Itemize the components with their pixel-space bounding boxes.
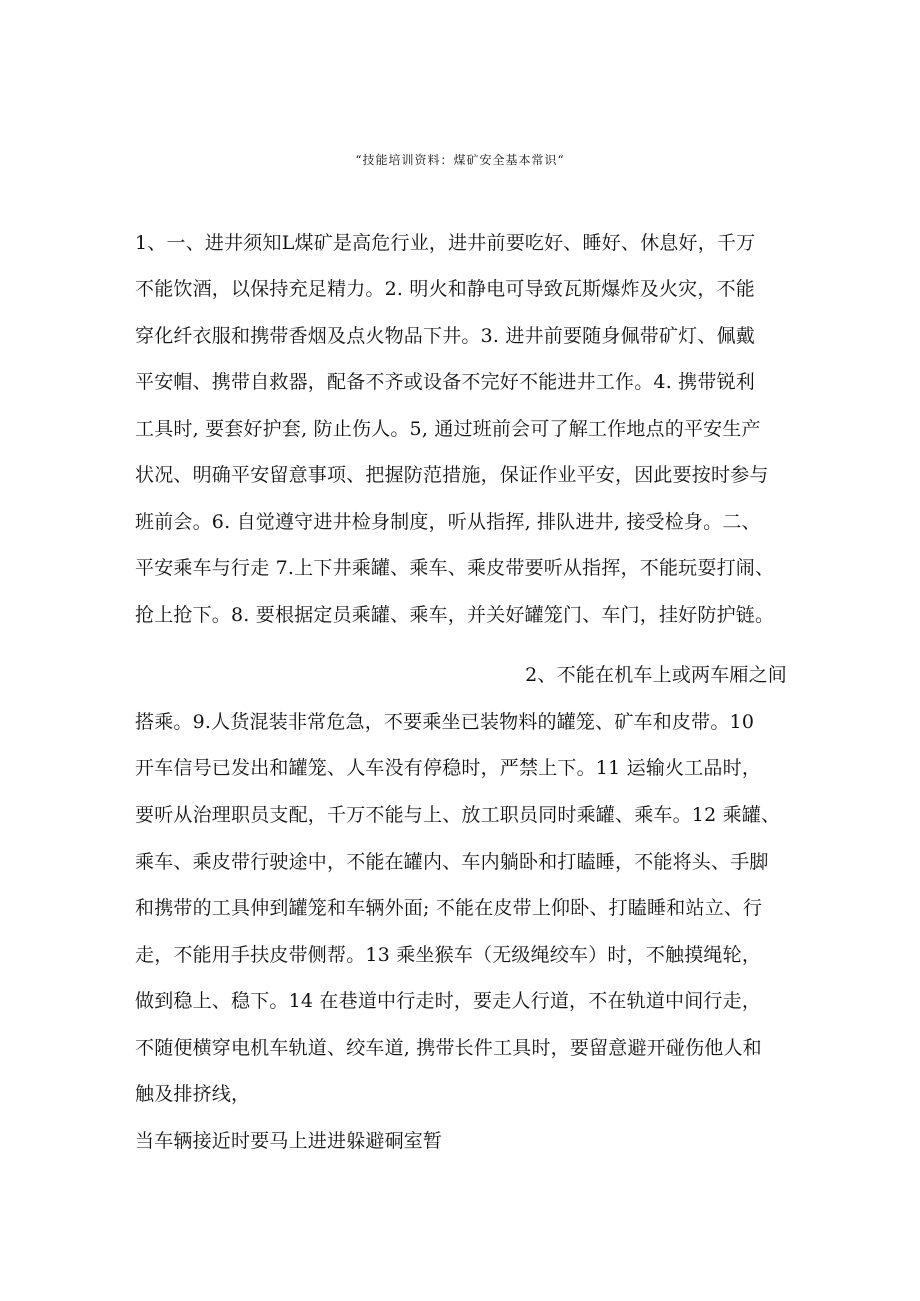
body-line-15: 和携带的工具伸到罐笼和车辆外面; 不能在皮带上仰卧、打瞌睡和站立、行: [135, 897, 763, 919]
body-line-10: 2、不能在机车上或两车厢之间: [525, 664, 787, 686]
body-line-20: 当车辆接近时要马上进进躲避硐室暂: [135, 1130, 443, 1152]
document-title: “技能培训资料：煤矿安全基本常识“: [355, 153, 565, 167]
body-line-5: 工具时, 要套好护套, 防止伤人。5, 通过班前会可了解工作地点的平安生产: [135, 418, 761, 440]
body-line-4: 平安帽、携带自救器，配备不齐或设备不完好不能进井工作。4. 携带锐利: [135, 371, 755, 393]
body-line-2: 不能饮酒，以保持充足精力。2. 明火和静电可导致瓦斯爆炸及火灾，不能: [135, 278, 755, 300]
body-line-7: 班前会。6. 自觉遵守进井检身制度，听从指挥, 排队进井, 接受检身。二、: [135, 511, 761, 533]
body-line-13: 要听从治理职员支配，千万不能与上、放工职员同时乘罐、乘车。12 乘罐、: [135, 804, 781, 826]
body-line-1: 1、一、进井须知L煤矿是高危行业，进井前要吃好、睡好、休息好，千万: [135, 232, 756, 254]
body-line-19: 触及排挤线，: [135, 1083, 251, 1105]
body-line-6: 状况、明确平安留意事项、把握防范措施，保证作业平安，因此要按时参与: [135, 464, 769, 486]
body-line-18: 不随便横穿电机车轨道、绞车道, 携带长件工具时，要留意避开碰伤他人和: [135, 1037, 762, 1059]
body-line-8: 平安乘车与行走 7.上下井乘罐、乘车、乘皮带要听从指挥，不能玩耍打闹、: [135, 557, 775, 579]
body-line-3: 穿化纤衣服和携带香烟及点火物品下井。3. 进井前要随身佩带矿灯、佩戴: [135, 325, 755, 347]
body-line-9: 抢上抢下。8. 要根据定员乘罐、乘车，并关好罐笼门、车门，挂好防护链。: [135, 604, 775, 626]
body-line-12: 开车信号已发出和罐笼、人车没有停稳时，严禁上下。11 运输火工品时，: [135, 757, 762, 779]
body-line-11: 搭乘。9.人货混装非常危急，不要乘坐已装物料的罐笼、矿车和皮带。10: [135, 711, 755, 733]
body-line-14: 乘车、乘皮带行驶途中，不能在罐内、车内躺卧和打瞌睡，不能将头、手脚: [135, 851, 769, 873]
body-line-17: 做到稳上、稳下。14 在巷道中行走时，要走人行道，不在轨道中间行走，: [135, 990, 762, 1012]
body-line-16: 走，不能用手扶皮带侧帮。13 乘坐猴车（无级绳绞车）时，不触摸绳轮，: [135, 944, 762, 966]
